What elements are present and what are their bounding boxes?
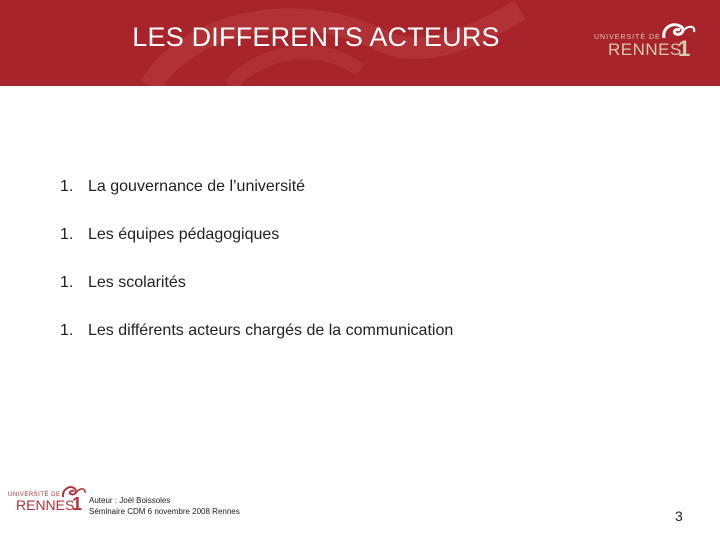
- list-item: [60, 178, 453, 226]
- list-item: [60, 274, 453, 322]
- list-item-number: 1.: [60, 178, 74, 195]
- list-item-number: 1.: [60, 322, 74, 339]
- list-item-text: Les différents acteurs chargés de la communication: [88, 322, 454, 339]
- logo-university-label: UNIVERSITÉ DE: [8, 492, 61, 498]
- logo-city: RENNES: [608, 40, 682, 59]
- footer-author: Auteur : Joël Boissoles: [89, 496, 171, 505]
- footer-event: Séminaire CDM 6 novembre 2008 Rennes: [89, 507, 240, 516]
- list-item: [60, 226, 453, 274]
- footer-credits: [89, 495, 240, 517]
- list-item: [60, 322, 453, 370]
- university-logo-footer: [8, 484, 86, 518]
- university-logo-header: [592, 20, 702, 62]
- logo-numeral: 1: [678, 36, 691, 61]
- actors-list: [60, 178, 453, 370]
- slide-title: LES DIFFERENTS ACTEURS: [132, 22, 500, 52]
- logo-city: RENNES: [16, 497, 75, 513]
- list-item-number: 1.: [60, 226, 74, 243]
- header-banner: [0, 0, 720, 86]
- list-item-text: Les équipes pédagogiques: [88, 226, 280, 243]
- list-item-number: 1.: [60, 274, 74, 291]
- page-number: 3: [675, 508, 683, 524]
- logo-numeral: 1: [72, 494, 83, 514]
- logo-university-label: UNIVERSITÉ DE: [594, 34, 661, 41]
- list-item-text: Les scolarités: [88, 274, 186, 291]
- list-item-text: La gouvernance de l’université: [88, 178, 306, 195]
